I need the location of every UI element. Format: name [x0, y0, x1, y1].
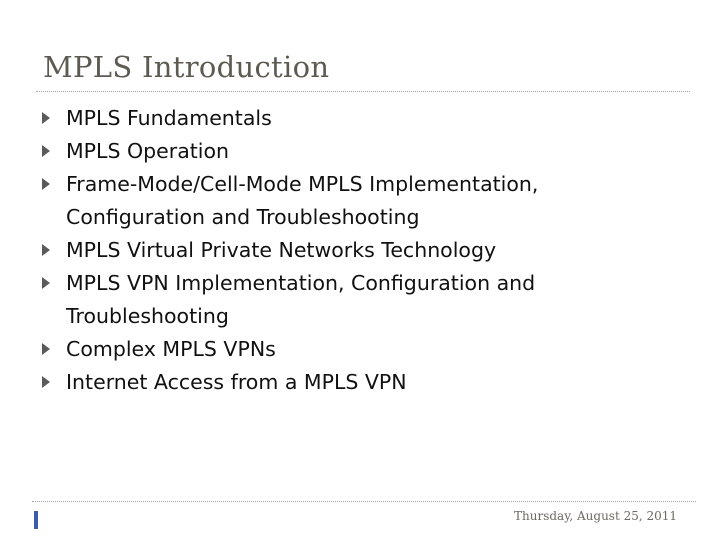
bullet-item	[42, 102, 642, 135]
bullet-item	[42, 267, 642, 333]
bullet-text: MPLS Virtual Private Networks Technology	[66, 238, 497, 262]
triangle-bullet-icon	[42, 277, 50, 289]
bullet-text: MPLS VPN Implementation, Configuration and	[66, 271, 536, 295]
bullet-item	[42, 168, 642, 234]
title-divider	[36, 91, 690, 92]
bullet-item	[42, 234, 642, 267]
triangle-bullet-icon	[42, 112, 50, 124]
triangle-bullet-icon	[42, 343, 50, 355]
bullet-text-continued: Configuration and Troubleshooting	[66, 205, 420, 229]
triangle-bullet-icon	[42, 178, 50, 190]
bullet-text: Internet Access from a MPLS VPN	[66, 370, 407, 394]
slide-title: MPLS Introduction	[43, 50, 330, 84]
triangle-bullet-icon	[42, 376, 50, 388]
bullet-text-continued: Troubleshooting	[66, 304, 229, 328]
footer-accent-bar	[34, 511, 38, 529]
triangle-bullet-icon	[42, 145, 50, 157]
bullet-item	[42, 366, 642, 399]
footer-divider	[32, 501, 696, 502]
bullet-text: Complex MPLS VPNs	[66, 337, 276, 361]
triangle-bullet-icon	[42, 244, 50, 256]
bullet-item	[42, 333, 642, 366]
bullet-text: MPLS Operation	[66, 139, 230, 163]
bullet-item	[42, 135, 642, 168]
bullet-list	[42, 102, 642, 399]
footer-date: Thursday, August 25, 2011	[514, 509, 678, 523]
bullet-text: MPLS Fundamentals	[66, 106, 272, 130]
bullet-text: Frame-Mode/Cell-Mode MPLS Implementation,	[66, 172, 539, 196]
